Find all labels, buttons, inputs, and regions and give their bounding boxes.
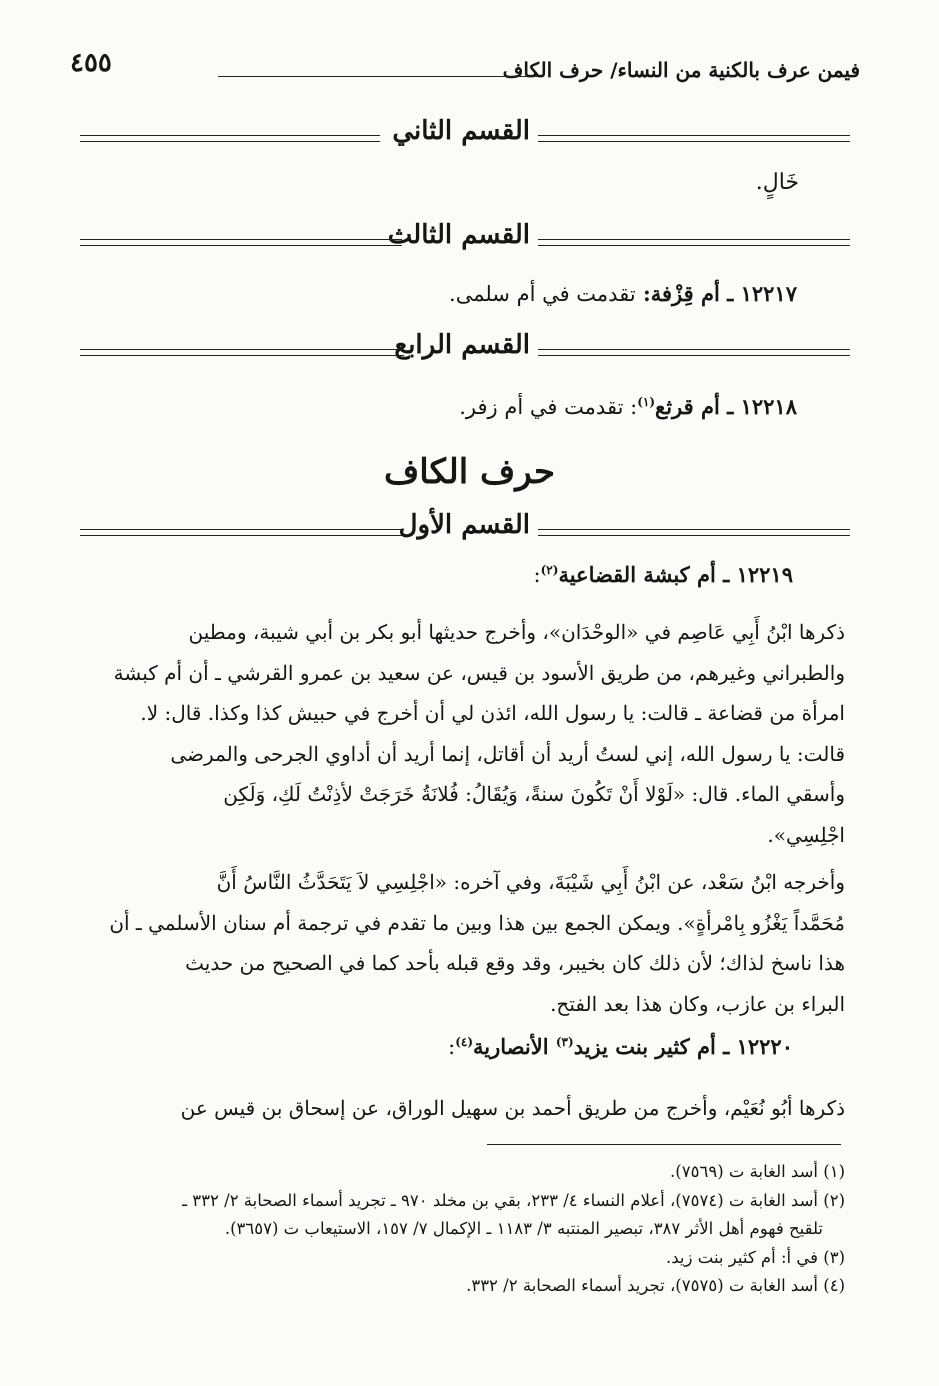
section-rule-left — [80, 349, 404, 356]
entry-12220 — [448, 1034, 793, 1059]
footnote-1: (١) أسد الغابة ت (٧٥٦٩). — [670, 1162, 845, 1181]
running-head-rule — [218, 76, 538, 77]
entry-tail: : — [448, 1035, 456, 1059]
paragraph-line: اجْلِسِي». — [767, 822, 845, 847]
section-rule-left — [80, 239, 402, 246]
paragraph-2 — [72, 862, 845, 1024]
entry-heading: ١٢٢٢٠ ـ أم كثير بنت يزيد — [573, 1034, 793, 1059]
footnote-ref: (٢) — [540, 563, 559, 577]
entry-12217 — [449, 281, 797, 306]
page-number: ٤٥٥ — [70, 48, 112, 78]
footnote-2: (٢) أسد الغابة ت (٧٥٧٤)، أعلام النساء ٤/ ٢٣٣، بقي بن مخلد ٩٧٠ ـ تجريد أسماء الصحابة ٢/ ٣٣٢ ـ — [182, 1190, 845, 1210]
section-rule-left — [80, 135, 380, 142]
entry-note: تقدمت في أم سلمى. — [449, 282, 636, 306]
section-title: القسم الثاني — [392, 116, 530, 146]
section-rule-right — [538, 529, 850, 536]
footnote-separator — [487, 1144, 841, 1145]
section-rule-right — [538, 135, 850, 142]
running-head-title: فيمن عرف بالكنية من النساء/ حرف الكاف — [502, 58, 860, 82]
section-heading-third — [80, 220, 850, 262]
entry-heading: ١٢٢١٩ ـ أم كبشة القضاعية — [558, 562, 793, 587]
paragraph-line: وأخرجه ابْنُ سَعْد، عن ابْنُ أَبِي شَيْبَةَ، وفي آخره: «اجْلِسِي لاَ يَتَحَدَّثُ النَّاسُ أَنَّ — [216, 870, 845, 894]
paragraph-line: والطبراني وغيرهم، من طريق الأسود بن قيس، عن سعيد بن عمرو القرشي ـ أن أم كبشة — [113, 660, 845, 685]
section-rule-left — [80, 529, 402, 536]
chapter-title: حرف الكاف — [383, 452, 556, 492]
section-rule-right — [538, 239, 850, 246]
paragraph-line: ذكرها أبُو نُعَيْم، وأخرج من طريق أحمد بن سهيل الوراق، عن إسحاق بن قيس عن — [180, 1096, 845, 1120]
footnotes — [70, 1158, 845, 1301]
footnote-ref: (٤) — [455, 1035, 474, 1049]
section-title: القسم الأول — [398, 510, 530, 540]
entry-tail: : — [533, 563, 541, 587]
running-head — [70, 46, 860, 96]
entry-note: : تقدمت في أم زفر. — [459, 395, 638, 419]
entry-12218 — [459, 394, 797, 419]
paragraph-line: امرأة من قضاعة ـ قالت: يا رسول الله، ائذن لي أن أخرج في حبيش كذا وكذا. قال: لا. — [140, 701, 845, 725]
section-heading-first — [80, 510, 850, 552]
entry-12219 — [534, 562, 793, 587]
section-rule-right — [538, 349, 850, 356]
section-heading-second — [80, 116, 850, 158]
section-second-text: خَالٍ. — [755, 170, 799, 195]
paragraph-line: البراء بن عازب، وكان هذا بعد الفتح. — [550, 991, 845, 1016]
section-title: القسم الرابع — [394, 330, 530, 360]
paragraph-line: وأسقي الماء. قال: «لَوْلا أَنْ تَكُونَ سنةً، وَيُقَالُ: فُلانَةُ خَرَجَتْ لأذِنْتُ لَكِ، وَلَكِن — [223, 782, 845, 806]
paragraph-3 — [72, 1088, 845, 1129]
section-title: القسم الثالث — [387, 220, 530, 250]
paragraph-line: ذكرها ابْنُ أَبِي عَاصِم في «الوحْدَان»، وأخرج حديثها أبو بكر بن أبي شيبة، ومطين — [188, 620, 845, 644]
footnote-2-continued: تلقيح فهوم أهل الأثر ٣٨٧، تبصير المنتبه ٣/ ١١٨٣ ـ الإكمال ٧/ ١٥٧، الاستيعاب ت (٣٦٥٧). — [224, 1219, 823, 1238]
paragraph-line: قالت: يا رسول الله، إني لستُ أريد أن أقاتل، إنما أريد أن أداوي الجرحى والمرضى — [170, 741, 845, 766]
entry-heading: ١٢٢١٧ ـ أم قِزْفة: — [642, 281, 797, 306]
paragraph-line: مُحَمَّداً يَغْزُو بِامْرأةٍ». ويمكن الجمع بين هذا وبين ما تقدم في ترجمة أم سنان الأسلمي ـ أن — [109, 910, 845, 935]
entry-heading-continued: الأنصارية — [473, 1034, 556, 1059]
footnote-ref: (١) — [637, 395, 656, 409]
paragraph-1 — [72, 612, 845, 855]
footnote-ref: (٣) — [555, 1035, 574, 1049]
section-heading-fourth — [80, 330, 850, 372]
paragraph-line: هذا ناسخ لذاك؛ لأن ذلك كان بخيبر، وقد وقع قبله بأحد كما في الصحيح من حديث — [185, 951, 845, 975]
footnote-3: (٣) في أ: أم كثير بنت زيد. — [666, 1247, 845, 1267]
entry-heading: ١٢٢١٨ ـ أم قرثع — [655, 394, 797, 419]
footnote-4: (٤) أسد الغابة ت (٧٥٧٥)، تجريد أسماء الصحابة ٢/ ٣٣٢. — [466, 1276, 845, 1295]
